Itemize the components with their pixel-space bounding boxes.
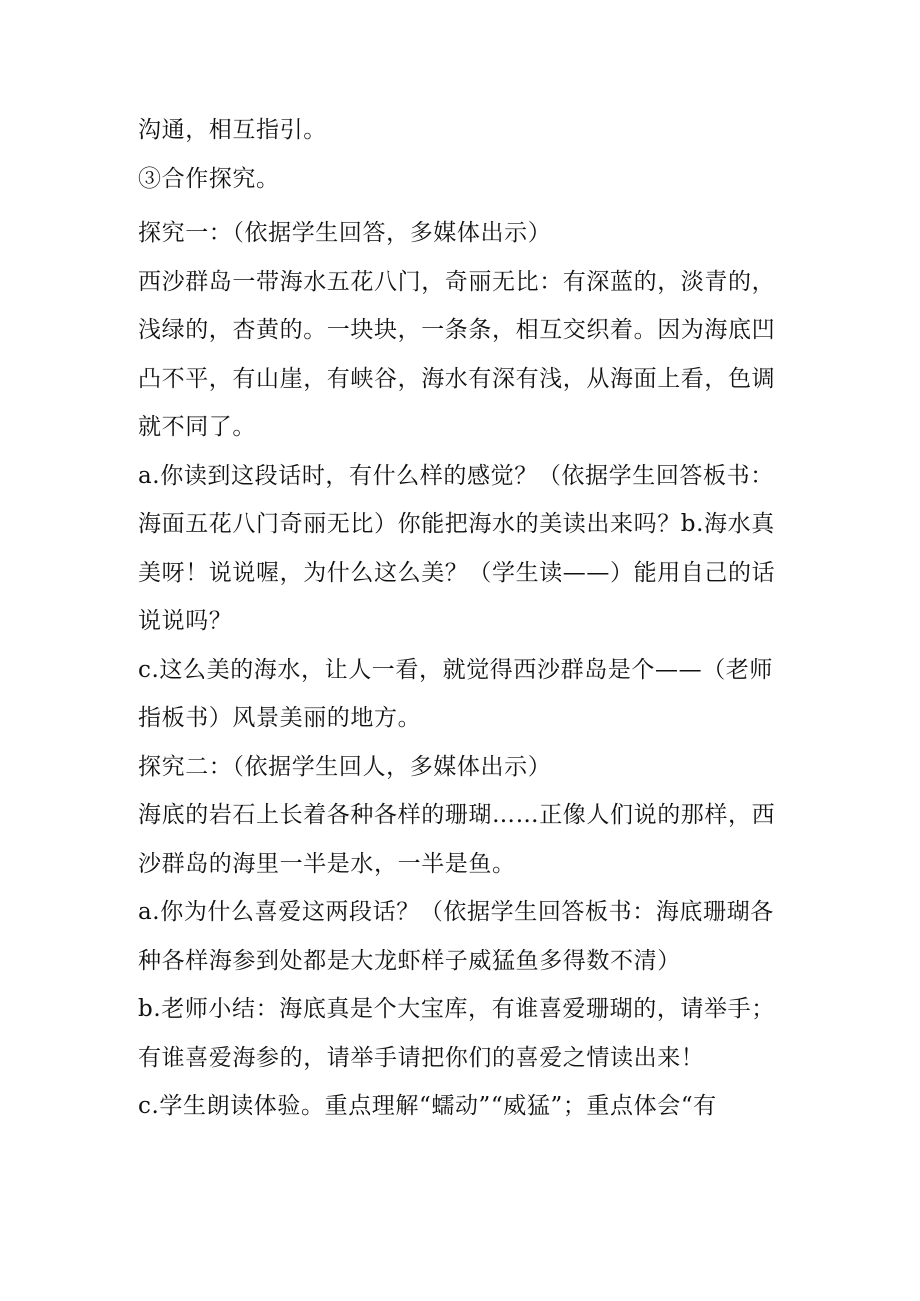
document-body [138,106,778,1131]
paragraph-sea-water-text: 西沙群岛一带海水五花八门，奇丽无比：有深蓝的，淡青的，浅绿的，杏黄的。一块块，一条条，相互交织着。因为海底凹凸不平，有山崖，有峡谷，海水有深有浅，从海面上看，色调就不同了。 [138,268,776,440]
paragraph-question-two-a: a.你为什么喜爱这两段话？（依据学生回答板书：海底珊瑚各种各样海参到处都是大龙虾样子威猛鱼多得数不清） [138,899,774,974]
paragraph-question-two-c: c.学生朗读体验。重点理解“蠕动”“威猛”；重点体会“有 [138,1093,717,1119]
paragraph-cooperative-inquiry: ③合作探究。 [138,165,280,192]
paragraph-coral-text: 海底的岩石上长着各种各样的珊瑚……正像人们说的那样，西沙群岛的海里一半是水，一半是鱼。 [138,802,776,877]
paragraph-question-a-b: a.你读到这段话时，有什么样的感觉？（依据学生回答板书：海面五花八门奇丽无比）你能把海水的美读出来吗？b.海水真美呀！说说喔，为什么这么美？（学生读——）能用自己的话说说吗？ [138,462,776,634]
paragraph-inquiry-one-heading: 探究一：（依据学生回答，多媒体出示） [138,220,552,246]
paragraph-communication: 沟通，相互指引。 [138,117,327,143]
paragraph-question-two-b: b.老师小结：海底真是个大宝库，有谁喜爱珊瑚的，请举手；有谁喜爱海参的，请举手请把你们的喜爱之情读出来！ [138,996,775,1071]
paragraph-question-c: c.这么美的海水，让人一看，就觉得西沙群岛是个——（老师指板书）风景美丽的地方。 [138,656,773,731]
paragraph-inquiry-two-heading: 探究二：（依据学生回人，多媒体出示） [138,753,552,780]
